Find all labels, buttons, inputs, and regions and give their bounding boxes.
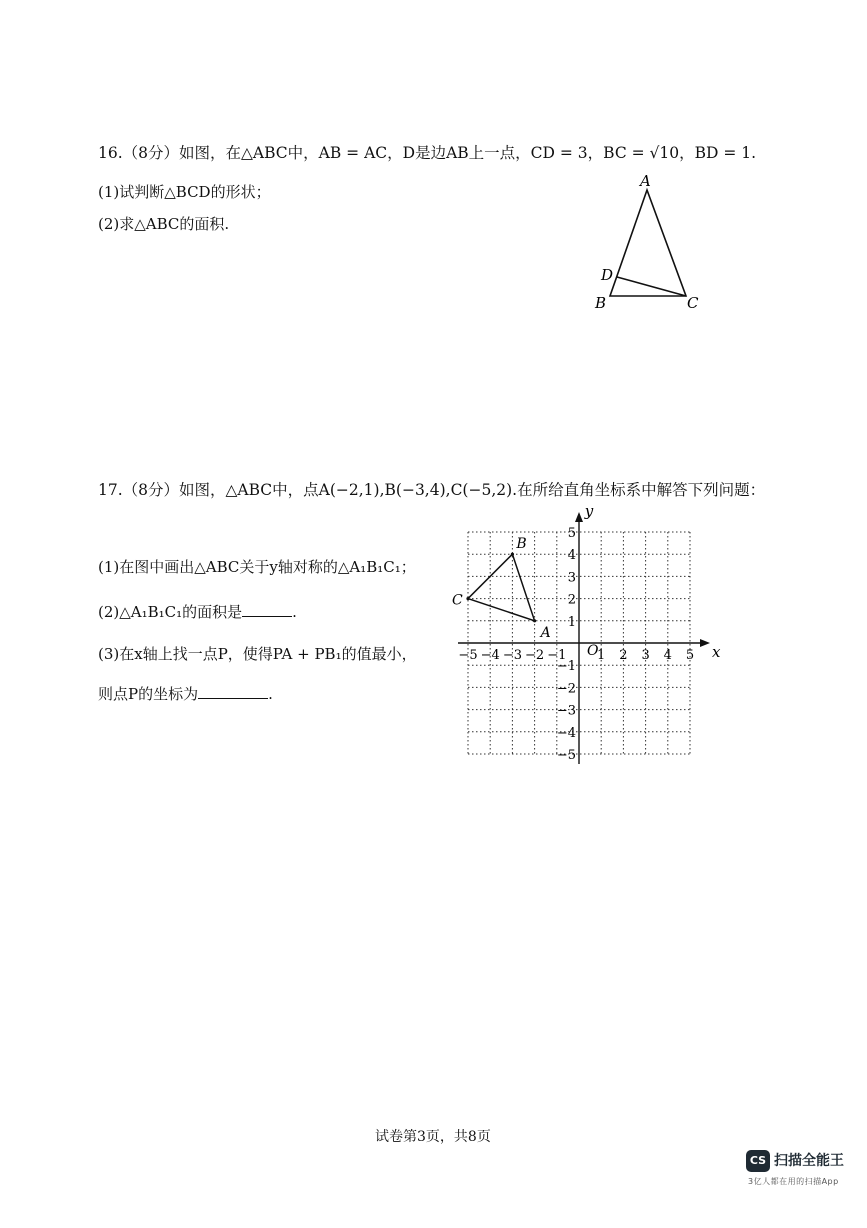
q17-part1: (1)在图中画出△ABC关于y轴对称的△A₁B₁C₁； [98,558,416,576]
x-tick-label: −1 [547,648,567,663]
origin-label: O [587,643,599,659]
q17-part2-answer-blank[interactable] [242,602,292,617]
x-tick-label: 2 [619,648,628,663]
x-tick-label: −5 [458,648,478,663]
segment-cd [617,277,686,296]
y-tick-label: 4 [567,548,576,564]
point-label-b: B [516,536,527,553]
y-tick-label: 5 [567,526,576,541]
q16-part1: (1)试判断△BCD的形状； [98,183,271,201]
y-tick-label: −5 [556,748,576,763]
coordinate-grid-figure [452,498,748,773]
x-tick-label: 5 [685,648,695,663]
y-tick-label: −3 [556,703,576,719]
y-tick-label: 3 [567,570,576,586]
y-axis-label: y [584,502,594,520]
label-b: B [595,294,607,312]
q16-header: 16.（8分）如图，在△ABC中，AB = AC，D是边AB上一点，CD = 3，BC = √10，BD = 1. [98,144,757,162]
watermark-name: 扫描全能王 [774,1153,844,1169]
q17-part2 [98,602,297,622]
x-tick-label: −2 [525,648,545,663]
x-axis-arrow-icon [700,639,710,647]
y-tick-label: 2 [567,592,576,608]
x-axis-label: x [712,643,721,661]
q17-part2-end: . [292,603,297,621]
q17-part3b-text: 则点P的坐标为 [98,685,199,703]
q17-header: 17.（8分）如图，△ABC中，点A(−2,1),B(−3,4),C(−5,2).在所给直角坐标系中解答下列问题： [98,481,766,499]
point-label-a: A [540,624,551,641]
q16-part2: (2)求△ABC的面积. [98,215,230,233]
x-tick-label: 1 [597,648,606,663]
page-footer: 试卷第3页，共8页 [375,1129,491,1145]
triangle-abc [468,554,535,621]
y-tick-label: −4 [556,725,576,741]
y-axis-arrow-icon [575,512,583,522]
q17-part3b [98,684,273,704]
label-a: A [640,172,651,190]
point-a [533,619,536,622]
triangle-abc [610,190,686,296]
point-b [511,553,514,556]
x-tick-label: −3 [502,648,522,663]
y-tick-label: 1 [567,614,576,630]
watermark-slogan: 3亿人都在用的扫描App [748,1177,839,1186]
camscanner-logo-icon: CS [746,1150,770,1172]
x-tick-label: −4 [480,648,500,663]
point-label-c: C [452,592,463,609]
q17-part3b-answer-blank[interactable] [198,684,268,699]
label-d: D [601,266,614,284]
q17-part3: (3)在x轴上找一点P，使得PA + PB₁的值最小， [98,645,417,663]
q16-triangle-figure [585,168,715,318]
y-tick-label: −2 [556,681,576,697]
q17-part2-text: (2)△A₁B₁C₁的面积是 [98,603,243,621]
point-c [466,597,469,600]
x-tick-label: 4 [663,648,672,663]
label-c: C [687,294,699,312]
y-tick-label: −1 [556,659,576,675]
q17-part3b-end: . [268,685,273,703]
x-tick-label: 3 [641,648,650,663]
